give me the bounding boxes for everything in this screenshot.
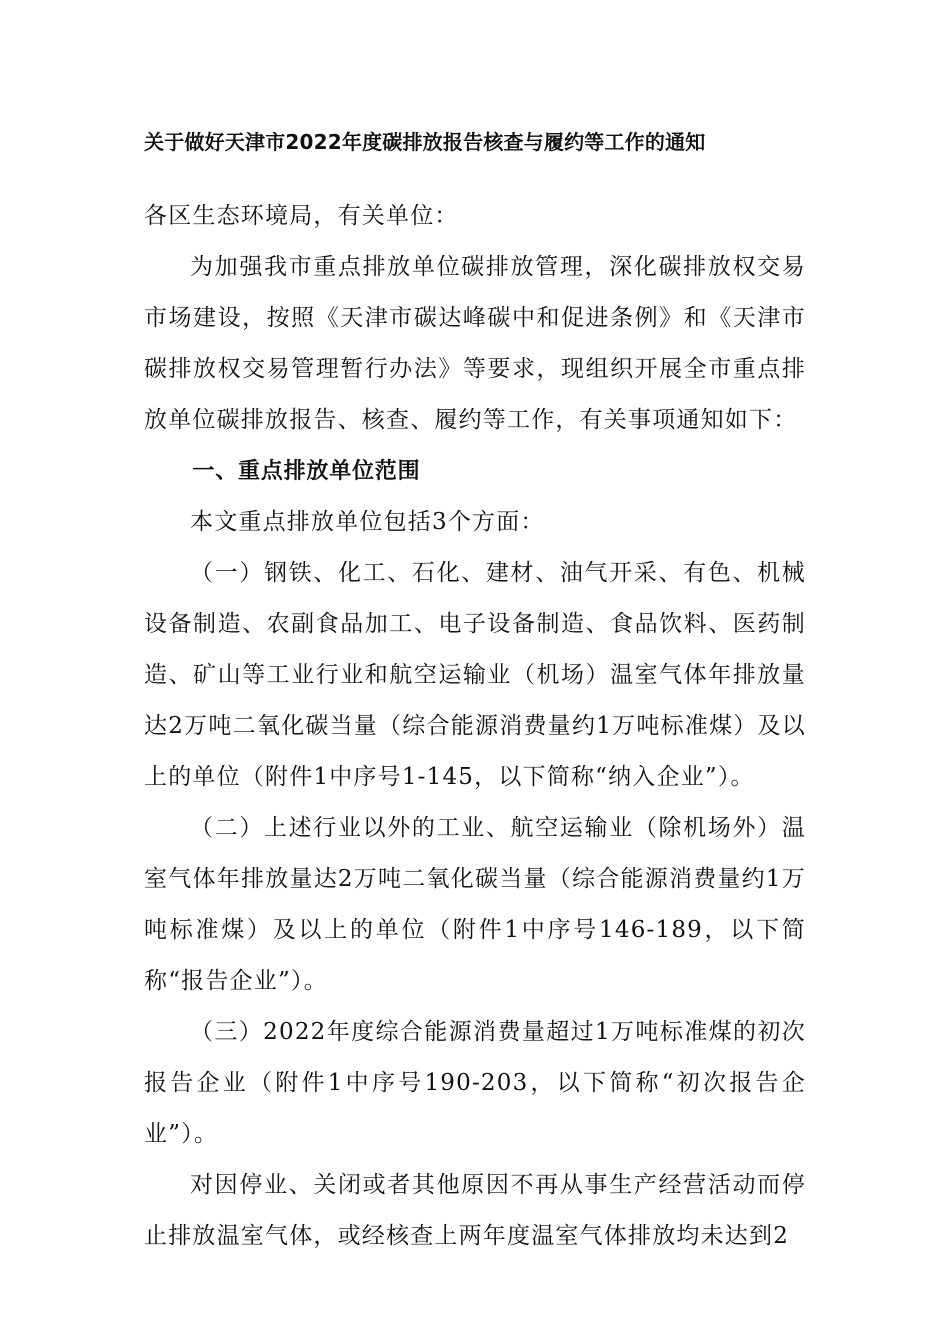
salutation: 各区生态环境局，有关单位： (144, 203, 459, 229)
document-body (144, 191, 806, 1262)
scope-intro-paragraph: 本文重点排放单位包括3个方面： (190, 509, 545, 535)
document-title: 关于做好天津市2022年度碳排放报告核查与履约等工作的通知 (144, 130, 706, 154)
scope-item-2: （二）上述行业以外的工业、航空运输业（除机场外）温室气体年排放量达2万吨二氧化碳当量（综合能源消费量约1万吨标准煤）及以上的单位（附件1中序号146-189，以下简称“报告企业”）。 (144, 815, 806, 994)
intro-paragraph: 为加强我市重点排放单位碳排放管理，深化碳排放权交易市场建设，按照《天津市碳达峰碳中和促进条例》和《天津市碳排放权交易管理暂行办法》等要求，现组织开展全市重点排放单位碳排放报告、核查、履约等工作，有关事项通知如下： (144, 254, 806, 433)
scope-item-3: （三）2022年度综合能源消费量超过1万吨标准煤的初次报告企业（附件1中序号190-203，以下简称“初次报告企业”）。 (144, 1019, 806, 1147)
continuation-paragraph: 对因停业、关闭或者其他原因不再从事生产经营活动而停止排放温室气体，或经核查上两年度温室气体排放均未达到2 (144, 1172, 806, 1249)
section-heading: 一、重点排放单位范围 (192, 459, 421, 484)
scope-item-1: （一）钢铁、化工、石化、建材、油气开采、有色、机械设备制造、农副食品加工、电子设备制造、食品饮料、医药制造、矿山等工业行业和航空运输业（机场）温室气体年排放量达2万吨二氧化碳当量（综合能源消费量约1万吨标准煤）及以上的单位（附件1中序号1-145，以下简称“纳入企业”）。 (144, 560, 806, 790)
